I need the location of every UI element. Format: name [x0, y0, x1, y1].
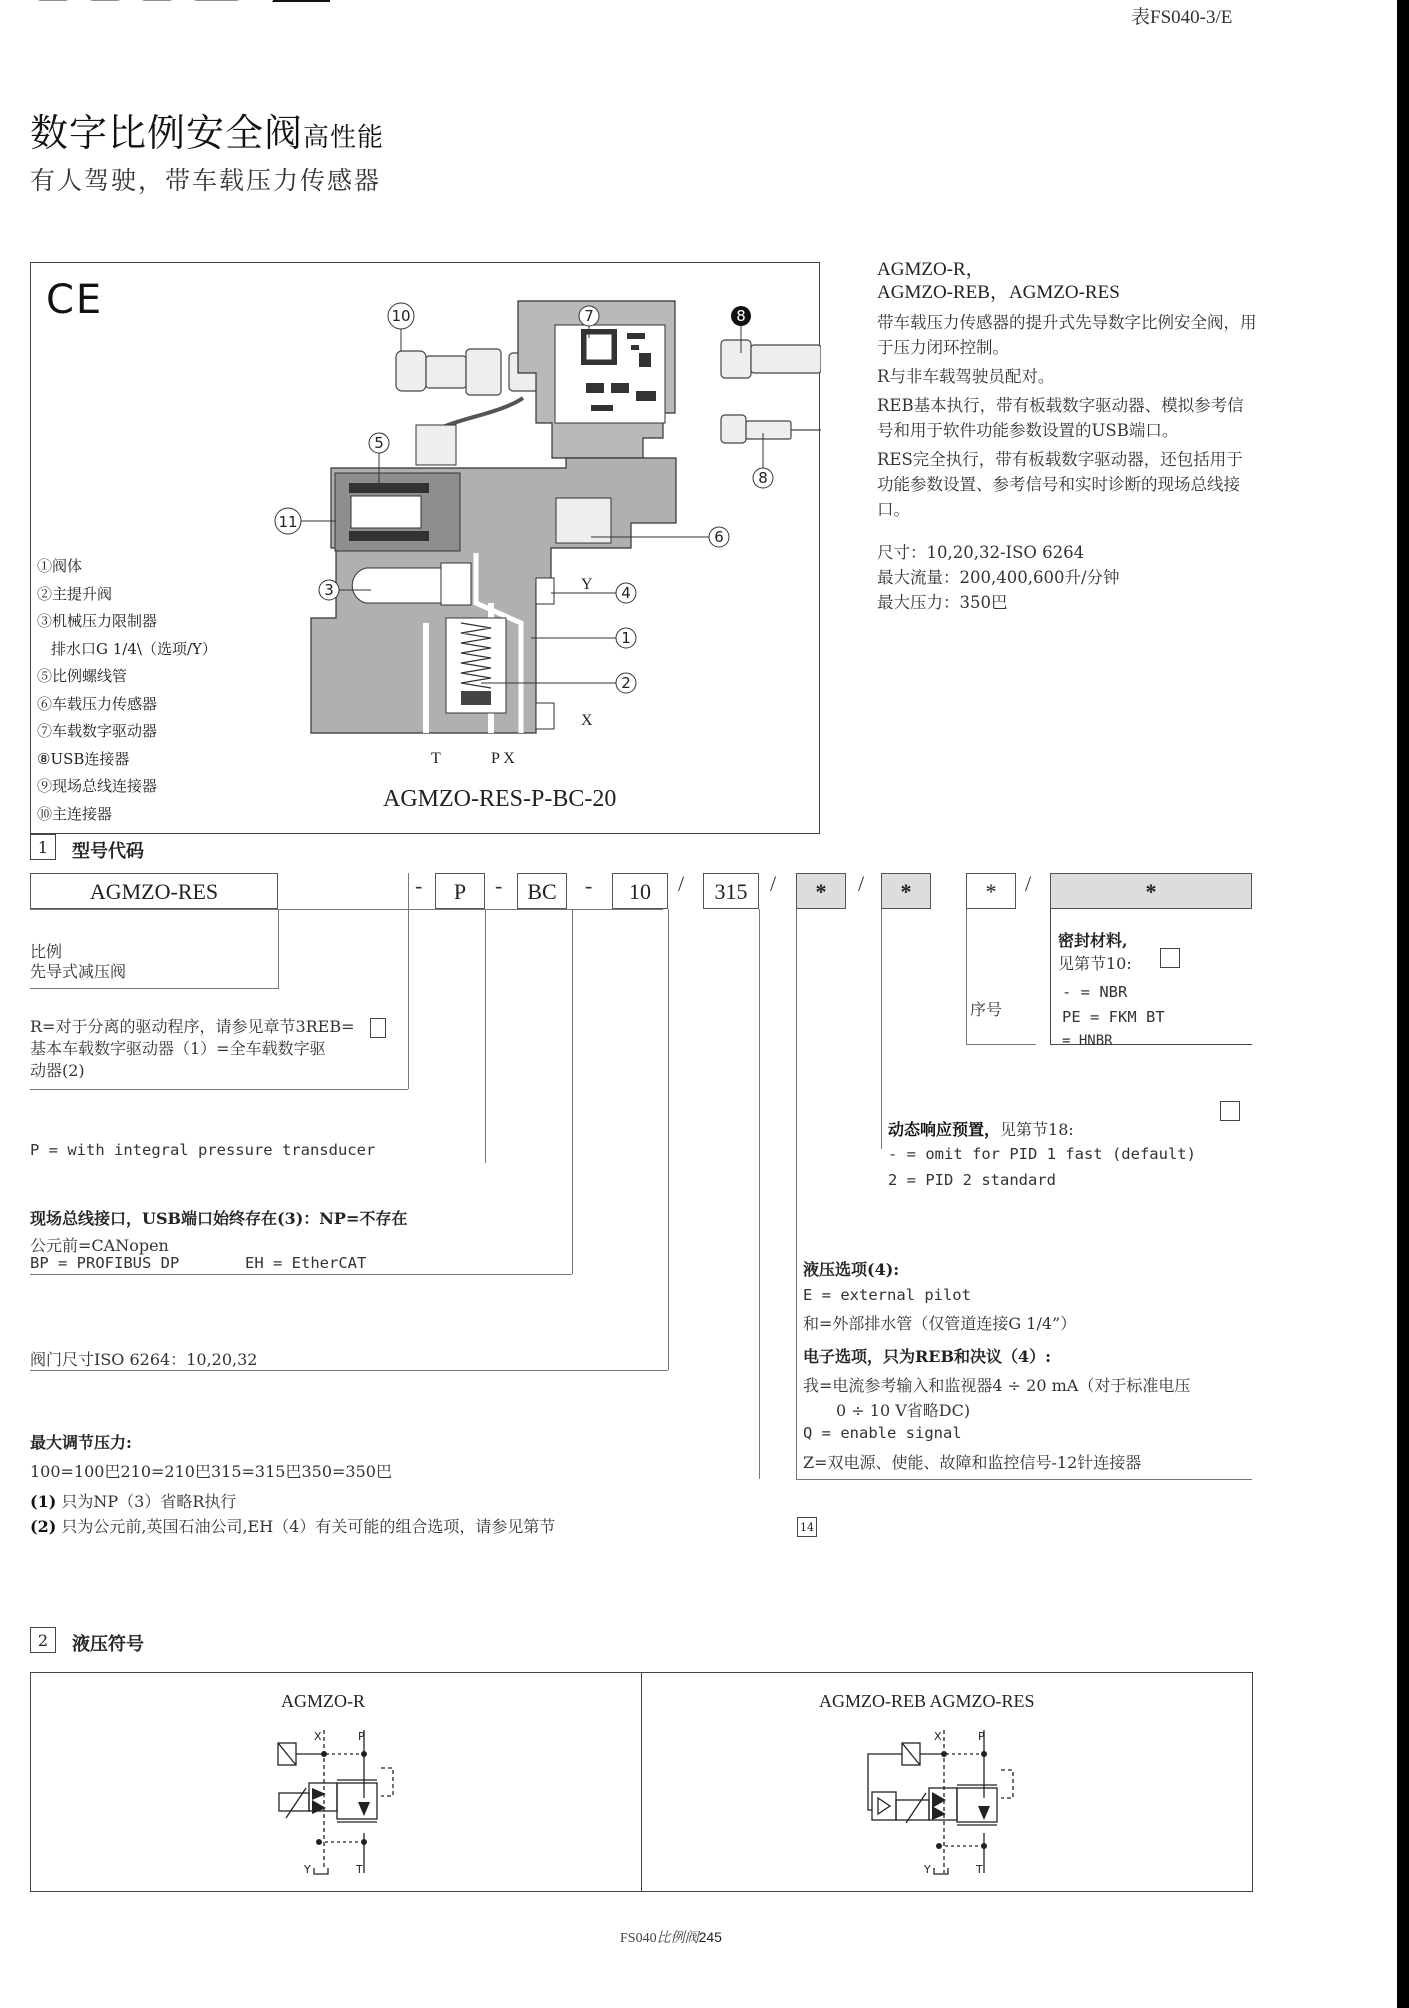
- symbol-label-reb-res: AGMZO-REB AGMZO-RES: [819, 1691, 1035, 1711]
- note-1: [30, 1489, 236, 1512]
- dynamic-opt1: - = omit for PID 1 fast (default): [888, 1145, 1196, 1163]
- dynamic-title-bold: 动态响应预置，: [888, 1120, 1001, 1139]
- serial-label: 序号: [970, 1000, 1003, 1019]
- sep-dash: -: [415, 873, 423, 898]
- exec-line: 动器(2): [30, 1061, 85, 1080]
- valve-size: 阀门尺寸ISO 6264：10,20,32: [30, 1350, 258, 1369]
- tree-line: [408, 873, 409, 1089]
- hydraulic-symbol-r-icon: [276, 1728, 436, 1878]
- dynamic-opt2: 2 = PID 2 standard: [888, 1171, 1056, 1189]
- svg-text:X: X: [314, 1730, 322, 1743]
- dynamic-checkbox[interactable]: [1220, 1101, 1240, 1121]
- symbols-divider: [641, 1673, 642, 1891]
- execution-options: [30, 1016, 355, 1082]
- code-option2-box: *: [881, 873, 931, 909]
- section-number: 1: [30, 834, 56, 860]
- page-number: 245: [698, 1929, 722, 1945]
- section-number: 2: [30, 1627, 56, 1653]
- model-line: AGMZO-REB，AGMZO-RES: [877, 282, 1120, 303]
- svg-text:1: 1: [621, 629, 631, 647]
- note-text: 只为NP（3）省略R执行: [56, 1492, 237, 1511]
- legend-item: ③机械压力限制器: [37, 612, 158, 630]
- electronic-q: Q = enable signal: [803, 1424, 962, 1442]
- seal-hnbr: = HNBR: [1062, 1033, 1113, 1049]
- section-title: 液压符号: [72, 1634, 144, 1655]
- model-desc-line: 比例: [30, 942, 63, 961]
- sep-slash: /: [858, 871, 865, 896]
- note-text: 只为公元前,英国石油公司,EH（4）有关可能的组合选项，请参见第节: [56, 1517, 556, 1536]
- atos-logo-icon: [30, 0, 330, 16]
- model-description: [30, 942, 126, 982]
- section-ref-box[interactable]: 14: [797, 1517, 817, 1537]
- tree-line: [966, 909, 967, 1044]
- spec-list: [877, 540, 1257, 615]
- pressure-title: 最大调节压力:: [30, 1433, 132, 1452]
- code-p-box: P: [435, 873, 485, 909]
- code-seal-box: *: [1050, 873, 1252, 909]
- desc-paragraph: R与非车载驾驶员配对。: [877, 367, 1055, 386]
- svg-text:11: 11: [278, 513, 298, 531]
- valve-cross-section-diagram: [261, 263, 821, 783]
- svg-text:8: 8: [736, 307, 746, 325]
- code-bc-box: BC: [517, 873, 567, 909]
- sep-slash: /: [770, 871, 777, 896]
- electronic-z: Z=双电源、使能、故障和监控信号-12针连接器: [803, 1453, 1142, 1472]
- svg-text:Y: Y: [581, 576, 593, 593]
- svg-text:T: T: [431, 750, 441, 767]
- footer-code: FS040: [620, 1931, 657, 1946]
- code-serial-box: *: [966, 873, 1016, 909]
- svg-text:T: T: [976, 1863, 983, 1876]
- seal-checkbox[interactable]: [1160, 948, 1180, 968]
- svg-text:5: 5: [374, 434, 384, 452]
- model-line: AGMZO-R，: [877, 259, 985, 280]
- exec-line: 基本车载数字驱动器（1）=全车载数字驱: [30, 1039, 326, 1058]
- tree-line: [30, 1274, 572, 1275]
- sep-slash: /: [678, 871, 685, 896]
- svg-text:T: T: [356, 1863, 363, 1876]
- doc-code: 表FS040-3/E: [1131, 7, 1233, 28]
- svg-text:P: P: [358, 1730, 365, 1743]
- title-suffix: 高性能: [303, 123, 385, 153]
- legend-item: ⑧USB连接器: [37, 749, 130, 768]
- symbol-label-r: AGMZO-R: [281, 1691, 365, 1711]
- tree-line: [881, 909, 882, 1149]
- legend-item: ⑦车载数字驱动器: [37, 722, 158, 740]
- exec-checkbox: [370, 1018, 386, 1038]
- legend-item: ①阀体: [37, 557, 83, 575]
- model-list: [877, 258, 1257, 304]
- electronic-i: 我=电流参考输入和监视器4 ÷ 20 mA（对于标准电压: [803, 1376, 1191, 1395]
- transducer-option: P = with integral pressure transducer: [30, 1141, 376, 1159]
- code-baseline: [30, 909, 663, 910]
- valve-figure-box: [30, 262, 820, 834]
- electronic-title: 电子选项，只为REB和决议（4）:: [803, 1347, 1052, 1366]
- component-legend: [37, 553, 217, 828]
- seal-pe: PE = FKM BT: [1062, 1008, 1165, 1026]
- seal-nbr: - = NBR: [1062, 983, 1128, 1001]
- sep-dash: -: [495, 873, 503, 898]
- page-title: [30, 102, 384, 157]
- dynamic-title: [888, 1117, 1074, 1140]
- tree-line: [796, 909, 797, 1479]
- hydraulic-y: 和=外部排水管（仅管道连接G 1/4”）: [803, 1314, 1077, 1333]
- tree-line: [759, 909, 760, 1479]
- legend-item: ⑨现场总线连接器: [37, 777, 158, 795]
- svg-text:P X: P X: [491, 750, 515, 767]
- seal-ref: 见第节10:: [1058, 954, 1132, 973]
- spec-flow: 最大流量：200,400,600升/分钟: [877, 568, 1120, 587]
- note-num: (2): [30, 1517, 57, 1536]
- svg-text:P: P: [978, 1730, 985, 1743]
- fieldbus-eh: EH = EtherCAT: [245, 1254, 367, 1272]
- note-2: [30, 1514, 555, 1537]
- sep-dash: -: [585, 873, 593, 898]
- sep-slash: /: [1025, 871, 1032, 896]
- figure-caption: AGMZO-RES-P-BC-20: [383, 786, 617, 812]
- fieldbus-title: 现场总线接口，USB端口始终存在(3)：NP=不存在: [30, 1209, 408, 1228]
- hydraulic-symbols-box: [30, 1672, 1253, 1892]
- hydraulic-symbol-reb-res-icon: [866, 1728, 1046, 1878]
- exec-line: R=对于分离的驱动程序，请参见章节3REB=: [30, 1017, 355, 1036]
- page-footer: [620, 1927, 722, 1947]
- desc-paragraph: 带车载压力传感器的提升式先导数字比例安全阀，用于压力闭环控制。: [877, 313, 1257, 357]
- section-title: 型号代码: [72, 841, 144, 862]
- svg-text:3: 3: [324, 581, 334, 599]
- desc-paragraph: RES完全执行，带有板载数字驱动器，还包括用于功能参数设置、参考信号和实时诊断的现场总线接口。: [877, 450, 1243, 519]
- tree-line: [572, 909, 573, 1274]
- tree-line: [30, 1089, 408, 1090]
- ce-mark-icon: CE: [46, 277, 104, 323]
- legend-item: 排水口G 1/4\（选项/Y）: [51, 639, 217, 658]
- pressure-values: 100=100巴210=210巴315=315巴350=350巴: [30, 1462, 392, 1481]
- code-size-box: 10: [612, 873, 668, 909]
- svg-text:X: X: [581, 712, 593, 729]
- svg-text:6: 6: [714, 528, 724, 546]
- code-option1-box: *: [796, 873, 846, 909]
- callout-10: 10: [391, 307, 411, 325]
- svg-text:4: 4: [621, 584, 631, 602]
- hydraulic-e: E = external pilot: [803, 1286, 971, 1304]
- tree-line: [966, 1044, 1036, 1045]
- tree-line: [30, 988, 278, 989]
- code-model-box: AGMZO-RES: [30, 873, 278, 909]
- tree-line: [1050, 909, 1051, 1044]
- svg-text:X: X: [934, 1730, 942, 1743]
- tree-line: [485, 909, 486, 1163]
- tree-line: [668, 909, 669, 1370]
- fieldbus-bp: BP = PROFIBUS DP: [30, 1254, 180, 1272]
- fieldbus-bc: 公元前=CANopen: [30, 1236, 169, 1255]
- product-description: [877, 258, 1257, 615]
- svg-text:Y: Y: [304, 1863, 311, 1876]
- footer-category: 比例阀: [656, 1931, 699, 1946]
- tree-line: [796, 1479, 1252, 1480]
- svg-text:7: 7: [584, 307, 594, 325]
- legend-item: ⑩主连接器: [37, 804, 113, 823]
- page-edge-bar: [1397, 0, 1409, 2008]
- legend-item: ⑤比例螺线管: [37, 667, 128, 685]
- svg-text:8: 8: [758, 469, 768, 487]
- tree-line: [278, 909, 279, 989]
- seal-title: 密封材料,: [1058, 931, 1128, 950]
- legend-item: ②主提升阀: [37, 584, 113, 603]
- tree-line: [30, 1370, 668, 1371]
- note-num: (1): [30, 1492, 57, 1511]
- spec-size: 尺寸：10,20,32-ISO 6264: [877, 543, 1085, 562]
- legend-item: ⑥车载压力传感器: [37, 694, 158, 713]
- electronic-i-cont: 0 ÷ 10 V省略DC): [836, 1401, 971, 1420]
- title-main: 数字比例安全阀: [30, 111, 304, 155]
- code-pressure-box: 315: [703, 873, 759, 909]
- model-desc-line: 先导式减压阀: [30, 962, 127, 981]
- desc-paragraph: REB基本执行，带有板载数字驱动器、模拟参考信号和用于软件功能参数设置的USB端口。: [877, 396, 1244, 440]
- svg-text:2: 2: [621, 674, 631, 692]
- page-subtitle: 有人驾驶，带车载压力传感器: [30, 166, 382, 195]
- hydraulic-title: 液压选项(4):: [803, 1260, 900, 1279]
- svg-text:Y: Y: [924, 1863, 931, 1876]
- dynamic-ref: 见第节18:: [1000, 1120, 1074, 1139]
- spec-pressure: 最大压力：350巴: [877, 593, 1008, 612]
